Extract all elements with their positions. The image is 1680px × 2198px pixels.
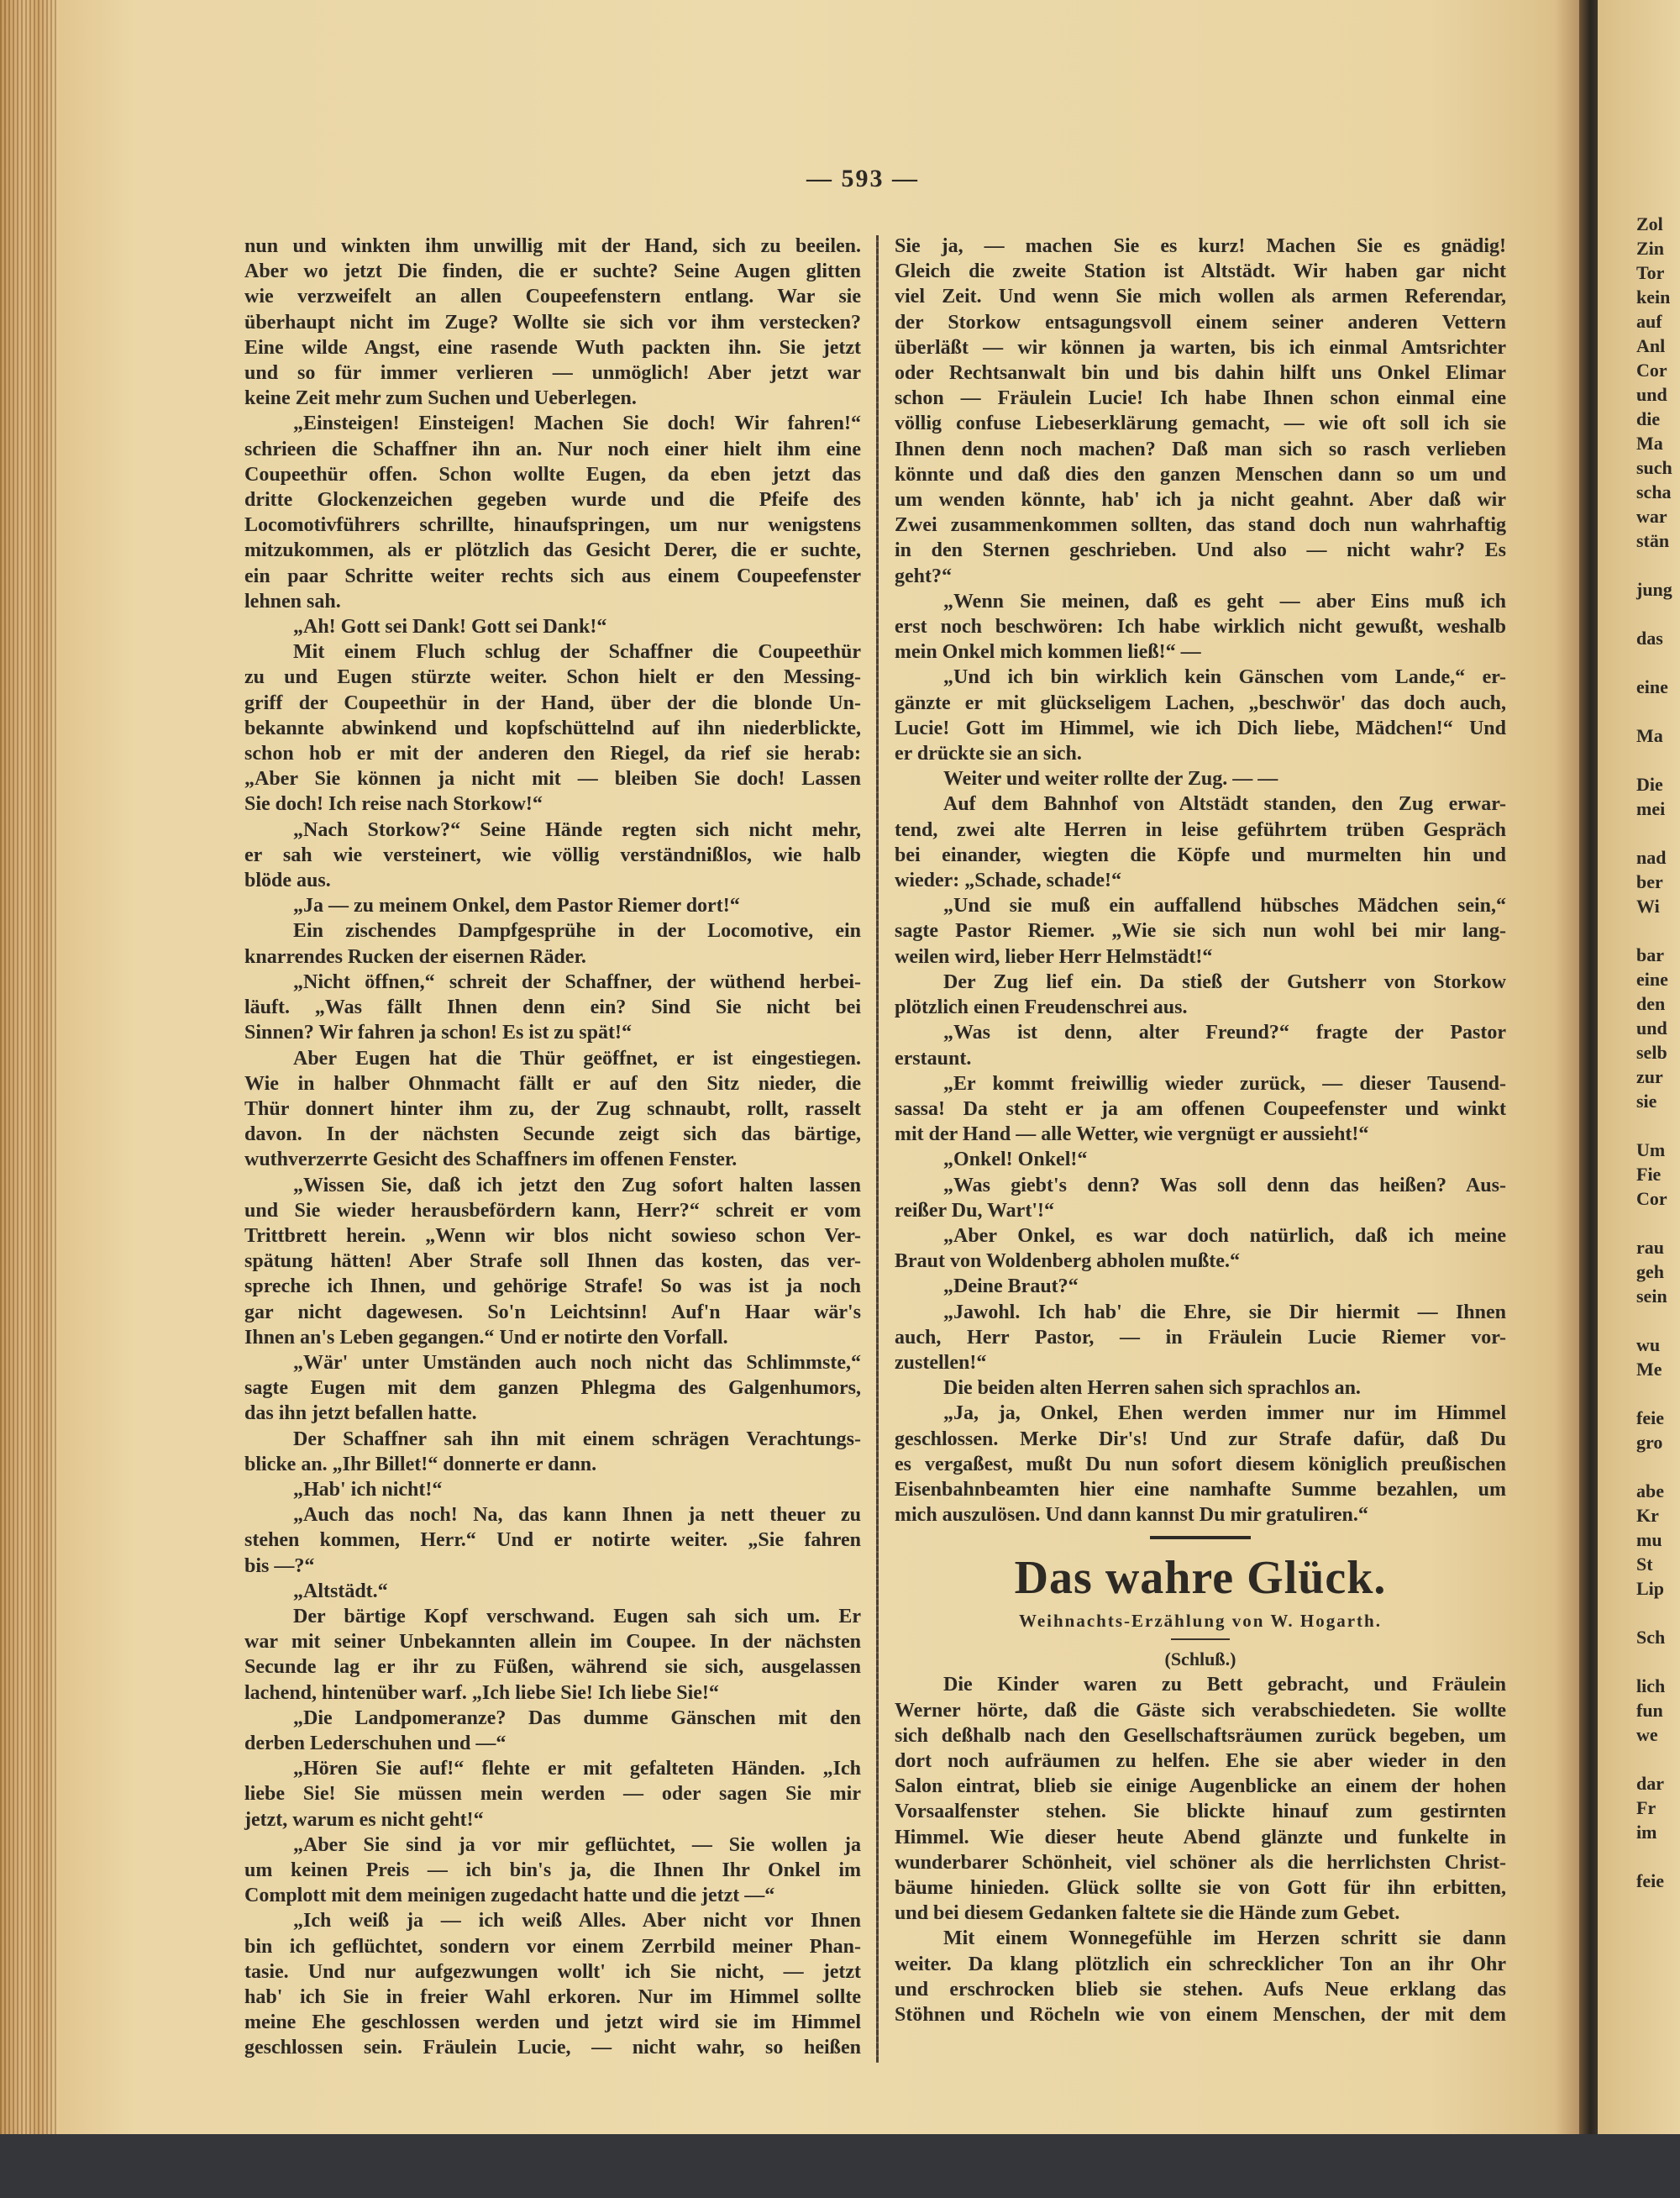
text-line: Coupeethür offen. Schon wollte Eugen, da eben jetzt das: [244, 463, 861, 486]
text-line: stehen kommen, Herr.“ Und er notirte weiter. „Sie fahren: [244, 1529, 861, 1552]
paragraph: [244, 818, 861, 894]
fragment-text: abe: [1636, 1480, 1664, 1501]
text-line: „Wissen Sie, daß ich jetzt den Zug sofort halten lassen: [293, 1174, 861, 1196]
text-line: „Aber Onkel, es war doch natürlich, daß ich meine: [943, 1224, 1506, 1247]
text-line: davon. In der nächsten Secunde zeigt sich das bärtige,: [244, 1123, 861, 1146]
fragment-text: mu: [1636, 1529, 1662, 1550]
paragraph: [244, 1173, 861, 1350]
fragment-group: [1636, 212, 1672, 553]
fragment-text: Um: [1636, 1139, 1666, 1160]
text-line: Mit einem Fluch schlug der Schaffner die Coupeethür: [293, 641, 861, 664]
fragment-text: scha: [1636, 481, 1672, 502]
text-line: war mit seiner Unbekannten allein im Coupee. In der nächsten: [244, 1631, 861, 1654]
paragraph: [895, 1147, 1506, 1172]
fragment-text: sein: [1636, 1286, 1667, 1307]
fragment-text: Sch: [1636, 1627, 1666, 1648]
text-line: dort noch aufräumen zu helfen. Ehe sie aber wieder in den: [895, 1749, 1506, 1772]
paragraph: [244, 1427, 861, 1477]
fragment-text: such: [1636, 457, 1672, 478]
text-line: geschlossen sein. Fräulein Lucie, — nicht wahr, so heißen: [244, 2037, 861, 2059]
text-line: Aber wo jetzt Die finden, die er suchte? Seine Augen glitten: [244, 260, 861, 283]
text-line: Mit einem Wonnegefühle im Herzen schritt sie dann: [943, 1927, 1506, 1950]
next-page-edge: [1598, 0, 1680, 2138]
text-line: „Und sie muß ein auffallend hübsches Mädchen sein,“: [943, 895, 1506, 918]
fragment-group: [1636, 1138, 1672, 1211]
text-line: geht?“: [895, 565, 952, 587]
text-line: und so für immer verlieren — unmöglich! Aber jetzt war: [244, 362, 861, 385]
text-line: „Ich weiß ja — ich weiß Alles. Aber nicht vor Ihnen: [293, 1910, 861, 1932]
text-line: viel Zeit. Und wenn Sie mich wollen als armen Referendar,: [895, 286, 1506, 308]
fragment-text: gro: [1636, 1432, 1663, 1453]
fragment-group: [1636, 943, 1672, 1113]
serial-story-end: [895, 234, 1506, 1528]
fragment-text: Kr: [1636, 1505, 1659, 1526]
paragraph: [895, 1375, 1506, 1401]
text-line: dritte Glockenzeichen gegeben wurde und die Pfeife des: [244, 489, 861, 512]
fragment-text: im: [1636, 1822, 1657, 1843]
fragment-text: Tor: [1636, 262, 1665, 283]
text-line: lachend, hintenüber warf. „Ich liebe Sie! Ich liebe Sie!“: [244, 1681, 719, 1704]
text-line: völlig confuse Liebeserklärung gemacht, — wie oft soll ich sie: [895, 413, 1506, 435]
fragment-group: [1636, 772, 1672, 821]
text-line: „Er kommt freiwillig wieder zurück, — dieser Tausend-: [943, 1072, 1506, 1095]
column-rule: [876, 235, 879, 2063]
text-line: zu und Eugen stürzte weiter. Schon hielt er den Messing-: [244, 666, 861, 689]
fragment-text: selb: [1636, 1042, 1667, 1063]
paragraph: [244, 893, 861, 918]
text-line: schon — Fräulein Lucie! Ich habe Ihnen schon einmal eine: [895, 387, 1506, 410]
paragraph: [244, 1908, 861, 2060]
text-line: weiter. Da klang plötzlich ein schrecklicher Ton an ihr Ohr: [895, 1953, 1506, 1975]
paragraph: [244, 1477, 861, 1502]
paragraph: [244, 1502, 861, 1579]
text-line: Sinnen? Wir fahren ja schon! Es ist zu spät!“: [244, 1022, 632, 1044]
text-line: läuft. „Was fällt Ihnen denn ein? Sind Sie nicht bei: [244, 996, 861, 1019]
fragment-text: ber: [1636, 871, 1663, 892]
text-line: „Was ist denn, alter Freund?“ fragte der Pastor: [943, 1022, 1506, 1044]
text-line: Auf dem Bahnhof von Altstädt standen, den Zug erwar-: [943, 793, 1506, 816]
text-line: „Wär' unter Umständen auch noch nicht das Schlimmste,“: [293, 1351, 861, 1374]
paragraph: [895, 234, 1506, 589]
text-line: überläßt — wir können ja warten, bis ich einmal Amtsrichter: [895, 336, 1506, 359]
fragment-group: [1636, 1625, 1672, 1649]
paragraph: [895, 766, 1506, 791]
fragment-text: Me: [1636, 1359, 1662, 1380]
fragment-text: St: [1636, 1554, 1653, 1575]
text-line: mich auszulösen. Und dann kannst Du mir gratuliren.“: [895, 1504, 1368, 1527]
text-line: „Ja, ja, Onkel, Ehen werden immer nur im Himmel: [943, 1402, 1506, 1425]
paragraph: [244, 1046, 861, 1173]
fragment-group: [1636, 1406, 1672, 1454]
fragment-text: bar: [1636, 944, 1664, 965]
text-line: Der Schaffner sah ihn mit einem schrägen Verachtungs-: [293, 1428, 861, 1450]
text-line: Die Kinder waren zu Bett gebracht, und Fräulein: [943, 1674, 1506, 1696]
text-line: Stöhnen und Röcheln wie von einem Menschen, der mit dem: [895, 2004, 1506, 2026]
text-line: Vorsaalfenster stehen. Sie blickte hinauf zum gestirnten: [895, 1801, 1506, 1823]
fragment-text: Fie: [1636, 1164, 1662, 1185]
text-line: griff der Coupeethür in der Hand, über der die blonde Un-: [244, 691, 861, 714]
fragment-text: Die: [1636, 774, 1663, 795]
left-column: [244, 234, 861, 2061]
text-line: „Altstädt.“: [293, 1580, 388, 1602]
paragraph: [895, 1071, 1506, 1148]
text-line: Eine wilde Angst, eine rasende Wuth packten ihn. Sie jetzt: [244, 336, 861, 359]
text-line: Secunde lag er ihr zu Füßen, während sie sich, ausgelassen: [244, 1656, 861, 1679]
fragment-text: rau: [1636, 1237, 1664, 1258]
story-body: [895, 1672, 1506, 2027]
text-line: Thür donnert hinter ihm zu, der Zug schnaubt, rollt, rasselt: [244, 1097, 861, 1120]
text-line: bin ich geflüchtet, sondern vor einem Zerrbild meiner Phan-: [244, 1935, 861, 1958]
text-line: Zwei zusammenkommen sollten, das stand doch nun wahrhaftig: [895, 514, 1506, 537]
text-line: mit der Hand — alle Wetter, wie vergnügt er aussieht!“: [895, 1123, 1369, 1146]
text-line: Trittbrett herein. „Wenn wir blos nicht sowieso schon Ver-: [244, 1224, 861, 1247]
text-line: und Sie wieder herausbefördern kann, Herr?“ schreit er vom: [244, 1199, 861, 1222]
paragraph: [244, 1833, 861, 1909]
paragraph: [895, 1173, 1506, 1223]
text-line: Himmel. Wie dieser heute Abend glänzte und funkelte in: [895, 1826, 1506, 1848]
text-line: gänzte er mit glückseligem Lachen, „beschwör' das doch auch,: [895, 691, 1506, 714]
fragment-text: die: [1636, 408, 1661, 429]
fragment-text: Ma: [1636, 433, 1663, 454]
paragraph: [895, 893, 1506, 970]
fragment-group: [1636, 1771, 1672, 1844]
text-line: um keinen Preis — ich bin's ja, die Ihnen Ihr Onkel im: [244, 1859, 861, 1881]
fragment-group: [1636, 1869, 1672, 1893]
text-line: wunderbarer Schönheit, viel schöner als die herrlichsten Christ-: [895, 1851, 1506, 1874]
fragment-text: eine: [1636, 676, 1668, 697]
text-line: Werner hörte, daß die Gäste sich verabschiedeten. Sie wollte: [895, 1699, 1506, 1722]
paragraph: [895, 1274, 1506, 1299]
text-line: Ein zischendes Dampfgesprühe in der Locomotive, ein: [293, 920, 861, 943]
text-line: blicke an. „Ihr Billet!“ donnerte er dann.: [244, 1453, 597, 1475]
text-line: Aber Eugen hat die Thür geöffnet, er ist eingestiegen.: [293, 1047, 861, 1070]
text-line: Complott mit dem meinigen zugedacht hatte und die jetzt —“: [244, 1885, 775, 1907]
text-line: geschlossen. Merke Dir's! Und zur Strafe dafür, daß Du: [895, 1428, 1506, 1450]
fragment-text: Lip: [1636, 1578, 1665, 1599]
fragment-text: Fr: [1636, 1797, 1656, 1818]
fragment-text: geh: [1636, 1261, 1664, 1282]
text-line: „Onkel! Onkel!“: [943, 1149, 1088, 1171]
fragment-text: feie: [1636, 1407, 1664, 1428]
paragraph: [895, 665, 1506, 766]
fragment-text: stän: [1636, 530, 1670, 551]
book-page-edges: [0, 0, 59, 2134]
fragment-group: [1636, 1674, 1672, 1747]
story-byline: Weihnachts-Erzählung von W. Hogarth.: [1019, 1611, 1382, 1632]
text-line: „Wenn Sie meinen, daß es geht — aber Eins muß ich: [943, 590, 1506, 613]
paragraph: [895, 1401, 1506, 1528]
fragment-text: Ma: [1636, 725, 1663, 746]
text-line: um wenden könnte, hab' ich ja nicht geahnt. Aber daß wir: [895, 489, 1506, 512]
text-line: „Und ich bin wirklich kein Gänschen vom Lande,“ er-: [943, 666, 1506, 689]
paragraph: [244, 639, 861, 817]
text-line: Eisenbahnbeamten hier eine namhafte Summe bezahlen, um: [895, 1478, 1506, 1501]
paragraph: [244, 918, 861, 969]
fragment-group: [1636, 675, 1672, 699]
text-line: könnte und daß dies den ganzen Menschen dann so um und: [895, 463, 1506, 486]
text-line: „Die Landpomeranze? Das dumme Gänschen mit den: [293, 1706, 861, 1729]
text-line: Weiter und weiter rollte der Zug. — —: [943, 768, 1278, 791]
text-line: Ihnen denn noch machen? Daß man sich so rasch verlieben: [895, 438, 1506, 460]
text-line: Der bärtige Kopf verschwand. Eugen sah sich um. Er: [293, 1605, 861, 1627]
text-line: Wie in halber Ohnmacht fällt er auf den Sitz nieder, die: [244, 1072, 861, 1095]
text-line: Locomotivführers schrillte, hinaufspringen, um nur wenigstens: [244, 514, 861, 537]
text-line: und bei diesem Gedanken faltete sie die Hände zum Gebet.: [895, 1902, 1400, 1925]
story-title: Das wahre Glück.: [1014, 1552, 1387, 1605]
paragraph: [244, 614, 861, 639]
text-line: Der Zug lief ein. Da stieß der Gutsherr von Storkow: [943, 970, 1506, 993]
fragment-group: [1636, 626, 1672, 650]
text-line: gar nicht dagewesen. So'n Leichtsinn! Auf'n Haar wär's: [244, 1301, 861, 1323]
text-line: schon hob er mit der anderen den Riegel, da rief sie herab:: [244, 743, 861, 765]
text-line: oder Rechtsanwalt bin und bis dahin hilft uns Onkel Elimar: [895, 362, 1506, 385]
text-line: der Storkow entsagungsvoll einem seiner anderen Vettern: [895, 311, 1506, 334]
text-line: wieder: „Schade, schade!“: [895, 870, 1121, 892]
text-line: „Nicht öffnen,“ schreit der Schaffner, der wüthend herbei-: [293, 970, 861, 993]
text-line: weilen wird, lieber Herr Helmstädt!“: [895, 945, 1213, 968]
fragment-text: den: [1636, 993, 1666, 1014]
text-line: auch, Herr Pastor, — in Fräulein Lucie Riemer vor-: [895, 1326, 1506, 1349]
text-line: er drückte sie an sich.: [895, 743, 1082, 765]
text-line: Ihnen an's Leben gegangen.“ Und er notirte den Vorfall.: [244, 1326, 728, 1349]
text-line: Gleich die zweite Station ist Altstädt. Wir haben gar nicht: [895, 260, 1506, 283]
text-line: erstaunt.: [895, 1047, 972, 1070]
text-line: es vergaßest, mußt Du nun sofort diesem königlich preußischen: [895, 1453, 1506, 1475]
text-line: nun und winkten ihm unwillig mit der Hand, sich zu beeilen.: [244, 235, 861, 257]
text-line: blöde aus.: [244, 870, 331, 892]
fragment-text: Zin: [1636, 238, 1665, 259]
text-line: „Deine Braut?“: [943, 1275, 1079, 1298]
text-line: Lucie! Gott im Himmel, wie ich Dich liebe, Mädchen!“ Und: [895, 717, 1506, 739]
section-divider: [1150, 1536, 1251, 1539]
text-line: überhaupt nicht im Zuge? Wollte sie sich vor ihm verstecken?: [244, 311, 861, 334]
text-line: mein Onkel mich kommen ließ!“ —: [895, 641, 1201, 664]
fragment-text: nad: [1636, 847, 1667, 868]
fragment-text: we: [1636, 1724, 1658, 1745]
text-line: keine Zeit mehr zum Suchen und Ueberlegen.: [244, 387, 637, 410]
fragment-text: war: [1636, 506, 1667, 527]
fragment-text: und: [1636, 1017, 1667, 1039]
text-line: sassa! Da steht er ja am offenen Coupeefenster und winkt: [895, 1097, 1506, 1120]
paragraph: [244, 411, 861, 614]
text-line: zustellen!“: [895, 1351, 987, 1374]
text-line: „Jawohl. Ich hab' die Ehre, sie Dir hiermit — Ihnen: [943, 1301, 1506, 1323]
text-line: bäume hinieden. Glück sollte sie von Gott für ihn erbitten,: [895, 1876, 1506, 1899]
text-line: knarrendes Rucken der eisernen Räder.: [244, 945, 586, 968]
text-line: bei einander, wiegten die Köpfe und murmelten hin und: [895, 844, 1506, 866]
fragment-text: Zol: [1636, 213, 1663, 234]
paragraph: [244, 1706, 861, 1756]
text-line: hab' ich Sie in freier Wahl erkoren. Nur im Himmel sollte: [244, 1986, 861, 2009]
paragraph: [244, 1604, 861, 1706]
fragment-text: Cor: [1636, 360, 1667, 381]
text-line: schrieen die Schaffner ihn an. Nur noch einer hielt ihm eine: [244, 438, 861, 460]
fragment-group: [1636, 1235, 1672, 1308]
text-line: derben Lederschuhen und —“: [244, 1732, 507, 1754]
fragment-group: [1636, 1333, 1672, 1381]
fragment-text: lich: [1636, 1675, 1666, 1696]
text-line: ein paar Schritte weiter rechts sich aus einem Coupeefenster: [244, 565, 861, 587]
text-line: Sie doch! Ich reise nach Storkow!“: [244, 793, 543, 816]
text-line: liebe Sie! Sie müssen mein werden — oder sagen Sie mir: [244, 1783, 861, 1806]
text-line: reißer Du, Wart'!“: [895, 1199, 1054, 1222]
text-line: „Nach Storkow?“ Seine Hände regten sich nicht mehr,: [293, 818, 861, 841]
fragment-group: [1636, 1479, 1672, 1601]
fragment-text: Anl: [1636, 335, 1666, 356]
text-line: Sie ja, — machen Sie es kurz! Machen Sie es gnädig!: [895, 235, 1506, 257]
text-line: „Hören Sie auf!“ flehte er mit gefalteten Händen. „Ich: [293, 1758, 861, 1780]
paragraph: [244, 970, 861, 1046]
byline-divider: [1171, 1638, 1230, 1640]
text-line: „Aber Sie sind ja vor mir geflüchtet, — Sie wollen ja: [293, 1833, 861, 1856]
text-line: spätung hätten! Aber Strafe soll Ihnen das kosten, das ver-: [244, 1250, 861, 1273]
paragraph: [244, 1756, 861, 1833]
paragraph: [895, 1300, 1506, 1376]
text-line: sich deßhalb nach den Gesellschaftsräumen zurück begeben, um: [895, 1724, 1506, 1747]
text-line: mitzukommen, als er plötzlich das Gesicht Derer, die er suchte,: [244, 539, 861, 562]
text-line: Die beiden alten Herren sahen sich sprachlos an.: [943, 1377, 1361, 1400]
paragraph: [895, 791, 1506, 893]
fragment-text: das: [1636, 628, 1663, 649]
text-line: „Hab' ich nicht!“: [293, 1478, 443, 1501]
scan-background: [0, 2134, 1680, 2198]
text-line: tasie. Und nur aufgezwungen wollt' ich Sie nicht, — jetzt: [244, 1960, 861, 1983]
text-line: sagte Pastor Riemer. „Wie sie sich nun wohl bei mir lang-: [895, 920, 1506, 943]
text-line: meine Ehe geschlossen werden und jetzt wird sie im Himmel: [244, 2011, 861, 2034]
paragraph: [244, 1579, 861, 1604]
text-line: lehnen sah.: [244, 590, 341, 613]
fragment-text: dar: [1636, 1773, 1664, 1794]
paragraph: [895, 970, 1506, 1020]
text-line: Braut von Woldenberg abholen mußte.“: [895, 1250, 1240, 1273]
paragraph: [244, 1350, 861, 1427]
fragment-text: Wi: [1636, 896, 1660, 917]
fragment-text: kein: [1636, 287, 1671, 308]
text-line: und erschrocken blieb sie stehen. Aufs Neue erklang das: [895, 1978, 1506, 2001]
text-line: Salon eintrat, blieb sie einige Augenblicke an einem der hohen: [895, 1775, 1506, 1798]
text-line: er sah wie versteinert, wie völlig verständnißlos, wie halb: [244, 844, 861, 866]
fragment-text: mei: [1636, 798, 1666, 819]
fragment-text: und: [1636, 384, 1667, 405]
text-line: wie verzweifelt an allen Coupeefenstern entlang. War sie: [244, 286, 861, 308]
next-page-fragments: [1636, 212, 1672, 1917]
text-line: tend, zwei alte Herren in leise geführtem trüben Gespräch: [895, 818, 1506, 841]
fragment-text: feie: [1636, 1870, 1664, 1891]
text-line: sagte Eugen mit dem ganzen Phlegma des Galgenhumors,: [244, 1377, 861, 1400]
text-line: in den Sternen geschrieben. Und also — nicht wahr? Es: [895, 539, 1506, 562]
fragment-text: wu: [1636, 1334, 1661, 1355]
text-line: das ihn jetzt befallen hatte.: [244, 1402, 477, 1425]
fragment-group: [1636, 577, 1672, 602]
text-line: erst noch beschwören: Ich habe wirklich nicht gewußt, weshalb: [895, 616, 1506, 639]
text-line: bekannte abwinkend und kopfschüttelnd auf ihn niederblickte,: [244, 717, 861, 739]
fragment-text: eine: [1636, 969, 1668, 990]
paragraph: [244, 234, 861, 411]
text-line: plötzlich einen Freudenschrei aus.: [895, 996, 1188, 1019]
text-line: „Einsteigen! Einsteigen! Machen Sie doch! Wir fahren!“: [293, 413, 861, 435]
text-line: „Ja — zu meinem Onkel, dem Pastor Riemer dort!“: [293, 895, 740, 918]
fragment-text: sie: [1636, 1091, 1657, 1112]
right-column: [895, 234, 1506, 2027]
fragment-group: [1636, 845, 1672, 918]
page-number: — 593 —: [806, 165, 919, 192]
fragment-text: Cor: [1636, 1188, 1667, 1209]
text-line: „Was giebt's denn? Was soll denn das heißen? Aus-: [943, 1174, 1506, 1196]
paragraph: [895, 1020, 1506, 1070]
paragraph: [895, 1672, 1506, 1926]
text-line: „Ah! Gott sei Dank! Gott sei Dank!“: [293, 616, 607, 639]
book-gutter: [1579, 0, 1598, 2151]
fragment-text: jung: [1636, 579, 1672, 600]
paragraph: [895, 1926, 1506, 2027]
paragraph: [895, 589, 1506, 665]
text-line: spreche ich Ihnen, und gehörige Strafe! So was ist ja noch: [244, 1275, 861, 1298]
fragment-text: auf: [1636, 311, 1662, 332]
fragment-text: zur: [1636, 1066, 1663, 1087]
text-line: wuthverzerrte Gesicht des Schaffners im offenen Fenster.: [244, 1149, 738, 1171]
text-line: „Aber Sie können ja nicht mit — bleiben Sie doch! Lassen: [244, 768, 861, 791]
paragraph: [895, 1223, 1506, 1274]
text-line: „Auch das noch! Na, das kann Ihnen ja nett theuer zu: [293, 1504, 861, 1527]
text-line: jetzt, warum es nicht geht!“: [244, 1808, 484, 1831]
text-line: bis —?“: [244, 1554, 315, 1577]
story-part-label: (Schluß.): [1164, 1648, 1236, 1670]
fragment-text: fun: [1636, 1700, 1663, 1721]
fragment-group: [1636, 723, 1672, 748]
